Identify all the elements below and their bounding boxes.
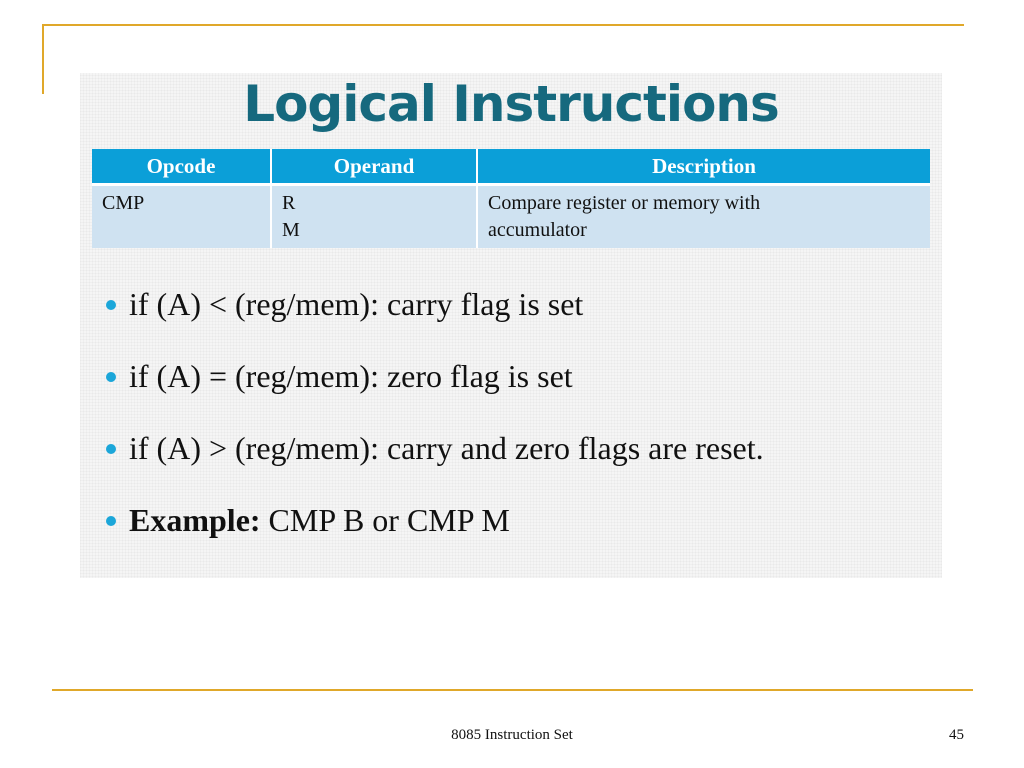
slide-title: Logical Instructions — [243, 75, 779, 133]
left-border-line — [42, 24, 44, 94]
bullet-list — [106, 286, 764, 574]
instruction-table — [92, 149, 930, 248]
bullet-item-example — [106, 502, 764, 574]
bullet-text: if (A) > (reg/mem): carry and zero flags are reset. — [129, 430, 764, 466]
example-label: Example: — [129, 502, 261, 538]
bullet-text: if (A) < (reg/mem): carry flag is set — [129, 286, 584, 322]
cell-operand — [272, 186, 478, 248]
bullet-item-carry — [106, 286, 764, 358]
bullet-dot-icon — [106, 444, 116, 454]
slide-content-image — [80, 73, 942, 578]
bottom-divider-line — [52, 689, 973, 691]
bullet-dot-icon — [106, 372, 116, 382]
cell-opcode — [92, 186, 272, 248]
table-row — [92, 186, 930, 248]
description-line-1: Compare register or memory with — [488, 192, 761, 214]
bullet-dot-icon — [106, 300, 116, 310]
bullet-text: if (A) = (reg/mem): zero flag is set — [129, 358, 573, 394]
bullet-item-reset — [106, 430, 764, 502]
example-text: CMP B or CMP M — [260, 502, 510, 538]
bullet-dot-icon — [106, 516, 116, 526]
operand-value-r: R — [282, 192, 296, 214]
bullet-item-zero — [106, 358, 764, 430]
header-operand: Operand — [272, 149, 478, 186]
page-number: 45 — [949, 727, 964, 743]
cell-description — [478, 186, 930, 248]
header-description: Description — [478, 149, 930, 186]
footer-title: 8085 Instruction Set — [451, 727, 573, 743]
opcode-value: CMP — [102, 192, 145, 214]
table-header-row — [92, 149, 930, 186]
header-opcode: Opcode — [92, 149, 272, 186]
operand-value-m: M — [282, 219, 300, 241]
top-border-line — [42, 24, 964, 26]
description-line-2: accumulator — [488, 219, 587, 241]
